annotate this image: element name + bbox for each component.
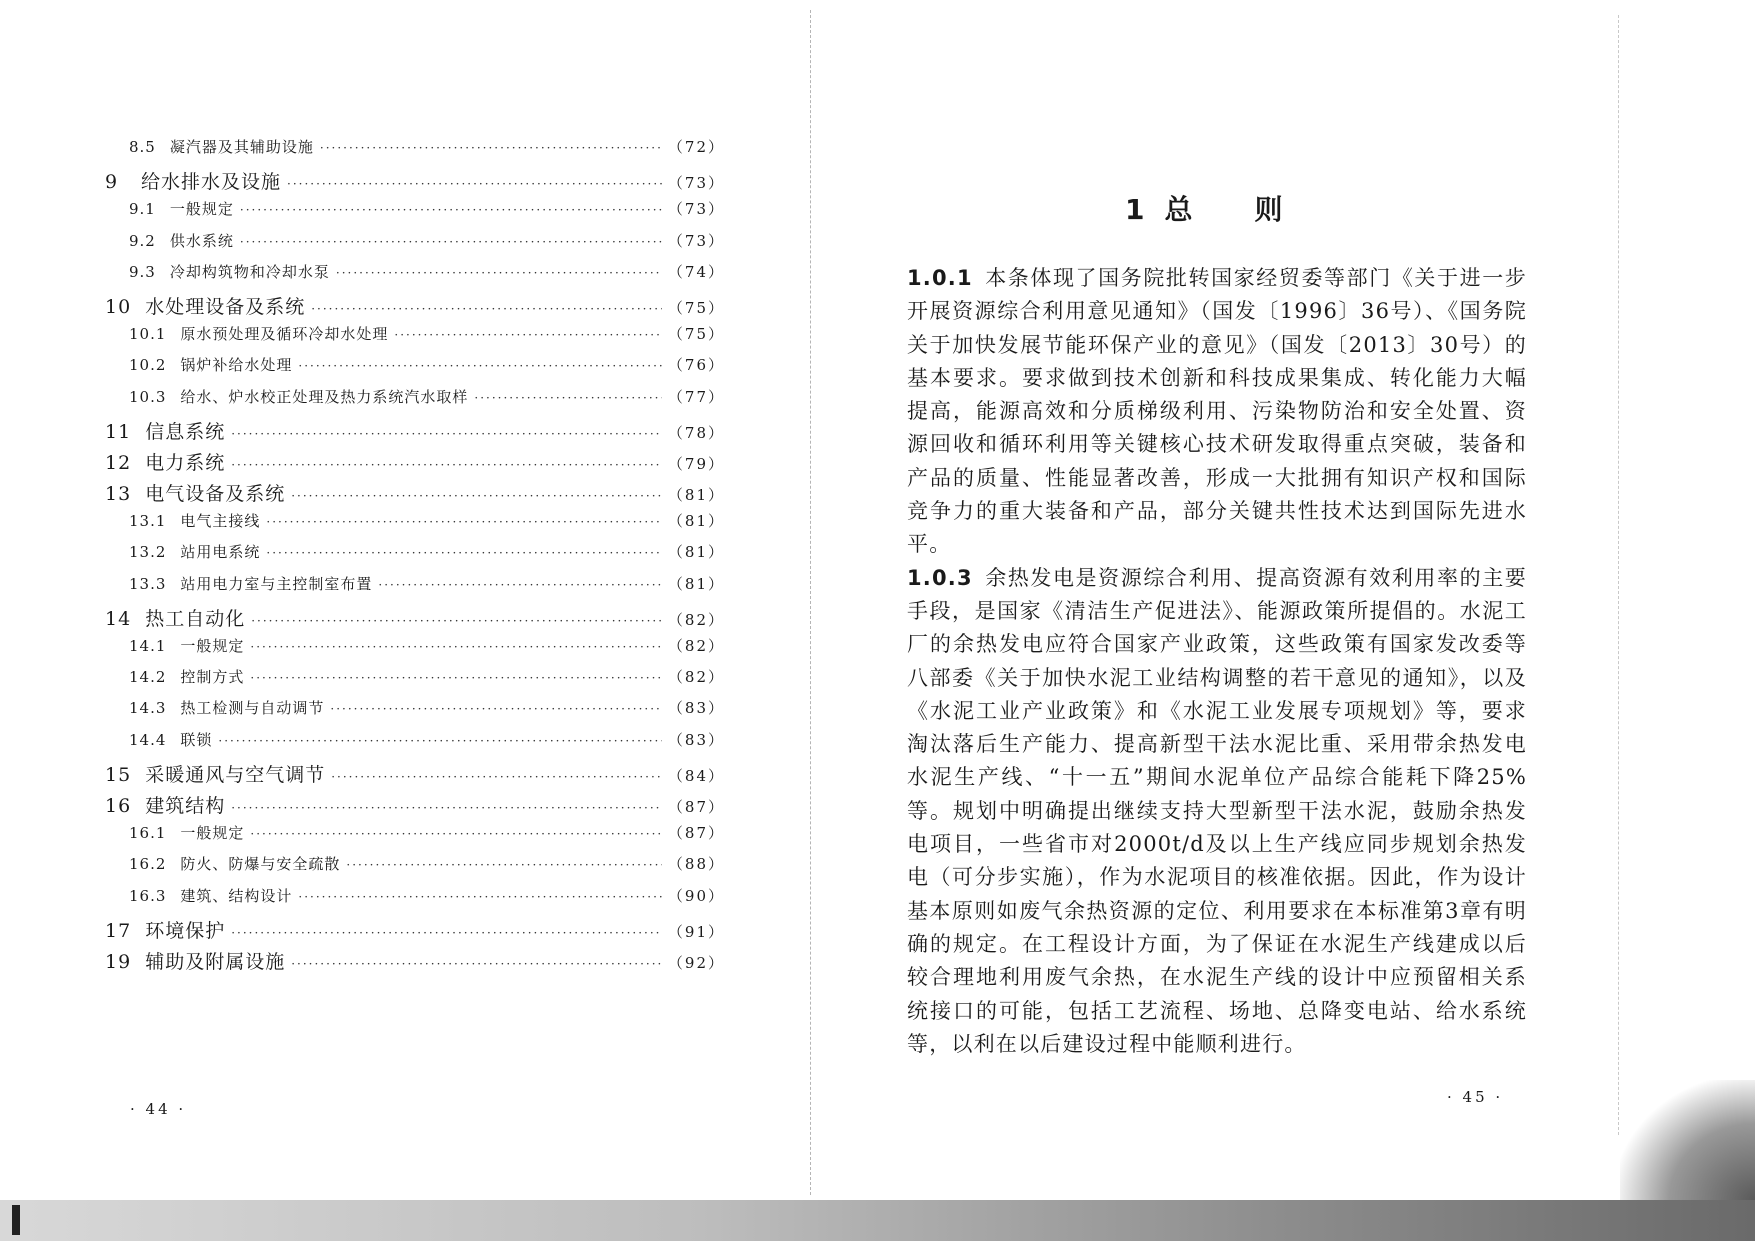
toc-entry [105,136,725,167]
toc-leader-dots [474,391,661,405]
toc-entry [105,167,725,198]
toc-entry-number: 13 [105,483,132,506]
toc-entry-number: 12 [105,451,132,474]
toc-entry-title: 冷却构筑物和冷却水泵 [169,262,330,281]
toc-leader-dots [346,858,661,872]
toc-entry [105,666,725,697]
toc-entry-page: （74） [667,262,725,281]
toc-entry [105,697,725,728]
toc-entry-number: 14.3 [129,699,167,718]
toc-leader-dots [378,578,661,592]
toc-leader-dots [394,328,661,342]
paragraph-text: 余热发电是资源综合利用、提高资源有效利用率的主要手段，是国家《清洁生产促进法》、能源政策所提倡的。水泥工厂的余热发电应符合国家产业政策，这些政策有国家发改委等八部委《关于加快水泥工业结构调整的若干意见的通知》，以及《水泥工业产业政策》和《水泥工业发展专项规划》等，要求淘汰落后生产能力、提高新型干法水泥比重、采用带余热发电水泥生产线、“十一五”期间水泥单位产品综合能耗下降25%等。规划中明确提出继续支持大型新型干法水泥，鼓励余热发电项目，一些省市对2000t/d及以上生产线应同步规划余热发电（可分步实施），作为水泥项目的核准依据。因此，作为设计基本原则如废气余热资源的定位、利用要求在本标准第3章有明确的规定。在工程设计方面，为了保证在水泥生产线建成以后较合理地利用废气余热，在水泥生产线的设计中应预留相关系统接口的可能，包括工艺流程、场地、总降变电站、给水系统等，以利在以后建设过程中能顺利进行。 [907,565,1527,1056]
toc-entry-number: 15 [105,763,132,786]
toc-entry [105,791,725,822]
toc-entry [105,885,725,916]
toc-entry [105,822,725,853]
toc-leader-dots [287,177,662,191]
toc-entry [105,448,725,479]
toc-entry-number: 16.1 [129,824,167,843]
toc-entry [105,573,725,604]
clause-number: 1.0.3 [907,565,973,590]
toc-entry [105,916,725,947]
toc-leader-dots [231,458,662,472]
paragraph-1-0-3 [907,562,1527,1061]
page-number-left: · 44 · [130,1100,187,1118]
toc-entry-title: 电气主接线 [180,512,261,531]
toc-entry-page: （81） [667,543,725,562]
toc-entry [105,635,725,666]
toc-leader-dots [266,546,661,560]
toc-entry-number: 16.2 [129,855,167,874]
toc-leader-dots [218,734,661,748]
toc-leader-dots [311,302,662,316]
toc-entry-number: 9 [105,171,119,194]
toc-leader-dots [291,489,662,503]
toc-leader-dots [240,203,662,217]
toc-entry-title: 给水排水及设施 [141,171,282,194]
toc-entry-page: （79） [667,454,725,473]
toc-entry-number: 16.3 [129,886,167,905]
toc-entry [105,198,725,229]
toc-entry-page: （76） [667,356,725,375]
toc-entry-page: （75） [667,325,725,344]
toc-entry-page: （87） [667,797,725,816]
toc-entry-number: 9.1 [129,200,156,219]
toc-entry-title: 辅助及附属设施 [145,950,286,973]
toc-entry-page: （73） [667,174,725,193]
toc-leader-dots [240,235,662,249]
toc-entry-number: 13.1 [129,512,167,531]
paragraph-text: 本条体现了国务院批转国家经贸委等部门《关于进一步开展资源综合利用意见通知》（国发〔1996〕36号）、《国务院关于加快发展节能环保产业的意见》（国发〔2013〕30号）的基本要求。要求做到技术创新和科技成果集成、转化能力大幅提高，能源高效和分质梯级利用、污染物防治和安全处置、资源回收和循环利用等关键核心技术研发取得重点突破，装备和产品的质量、性能显著改善，形成一大批拥有知识产权和国际竞争力的重大装备和产品，部分关键共性技术达到国际先进水平。 [907,266,1527,557]
toc-entry-title: 信息系统 [145,420,226,443]
toc-entry [105,729,725,760]
toc-leader-dots [298,890,661,904]
toc-entry-title: 采暖通风与空气调节 [145,763,326,786]
toc-leader-dots [320,141,662,155]
toc-entry-number: 16 [105,794,132,817]
toc-entry-number: 14.2 [129,668,167,687]
toc-leader-dots [250,671,661,685]
toc-leader-dots [291,957,662,971]
scan-shadow-bottom [0,1200,1755,1241]
toc-leader-dots [231,926,662,940]
toc-entry-title: 一般规定 [180,824,245,843]
toc-entry-page: （82） [667,610,725,629]
page-gutter [810,10,811,1195]
toc-entry [105,853,725,884]
toc-entry-title: 控制方式 [180,668,245,687]
toc-entry-page: （75） [667,298,725,317]
toc-entry [105,604,725,635]
scan-shadow-corner [1620,1080,1755,1200]
toc-leader-dots [251,614,662,628]
toc-entry-number: 10.2 [129,356,167,375]
toc-entry-title: 凝汽器及其辅助设施 [169,138,314,156]
toc-leader-dots [330,702,661,716]
toc-leader-dots [231,427,662,441]
toc-entry [105,261,725,292]
toc-entry-number: 9.2 [129,231,156,250]
toc-entry-page: （90） [667,886,725,905]
toc-entry [105,479,725,510]
toc-entry [105,541,725,572]
toc-entry-title: 热工自动化 [145,607,246,630]
toc-leader-dots [266,515,661,529]
toc-leader-dots [250,640,661,654]
toc-leader-dots [336,266,662,280]
toc-entry-number: 11 [105,420,132,443]
chapter-heading [1125,188,1285,228]
toc-entry-title: 原水预处理及循环冷却水处理 [180,325,389,344]
toc-leader-dots [331,770,662,784]
toc-entry [105,323,725,354]
toc-entry-title: 一般规定 [180,637,245,655]
toc-entry [105,230,725,261]
toc-entry-page: （84） [667,766,725,785]
toc-entry-page: （88） [667,855,725,874]
toc-entry-page: （73） [667,200,725,219]
toc-entry-number: 13.3 [129,574,167,593]
toc-entry-number: 8.5 [129,138,156,156]
toc-entry-title: 联锁 [180,730,213,749]
toc-entry-page: （77） [667,387,725,406]
toc-entry-number: 17 [105,919,132,942]
toc-entry-title: 建筑、结构设计 [180,886,293,905]
toc-entry [105,947,725,978]
toc-entry-page: （83） [667,730,725,749]
toc-leader-dots [231,801,662,815]
toc-entry-title: 站用电力室与主控制室布置 [180,574,373,593]
toc-entry [105,354,725,385]
toc-entry [105,510,725,541]
toc-entry [105,417,725,448]
toc-entry-title: 电力系统 [145,451,226,474]
chapter-body [907,262,1527,1061]
toc-entry-title: 一般规定 [169,200,234,219]
toc-entry-number: 19 [105,950,132,973]
toc-entry-title: 水处理设备及系统 [145,295,306,318]
toc-entry-title: 建筑结构 [145,794,226,817]
toc-entry-page: （72） [667,138,725,156]
toc-entry-title: 热工检测与自动调节 [180,699,325,718]
page-number-right: · 45 · [1447,1088,1504,1106]
toc-leader-dots [250,827,661,841]
table-of-contents [105,136,725,978]
toc-entry-number: 10.3 [129,387,167,406]
toc-entry-page: （87） [667,824,725,843]
toc-entry-title: 防火、防爆与安全疏散 [180,855,341,874]
toc-entry [105,386,725,417]
toc-entry [105,292,725,323]
toc-entry-page: （82） [667,668,725,687]
toc-entry-title: 环境保护 [145,919,226,942]
chapter-word-1: 总 [1164,193,1195,226]
paragraph-1-0-1 [907,262,1527,562]
toc-entry-page: （81） [667,574,725,593]
clause-number: 1.0.1 [907,266,973,290]
toc-entry-number: 14 [105,607,132,630]
toc-leader-dots [298,359,661,373]
toc-entry-page: （81） [667,486,725,505]
toc-entry-number: 13.2 [129,543,167,562]
page-edge [1618,15,1619,1135]
toc-entry-page: （82） [667,637,725,655]
toc-entry-number: 10.1 [129,325,167,344]
toc-entry-page: （92） [667,953,725,972]
toc-entry-number: 14.1 [129,637,167,655]
chapter-number: 1 [1125,193,1147,226]
chapter-word-2: 则 [1254,193,1285,226]
toc-entry-title: 锅炉补给水处理 [180,356,293,375]
toc-entry-page: （81） [667,512,725,531]
toc-entry-title: 给水、炉水校正处理及热力系统汽水取样 [180,387,469,406]
toc-entry-title: 供水系统 [169,231,234,250]
left-page [0,0,820,1200]
toc-entry-page: （91） [667,922,725,941]
toc-entry-title: 站用电系统 [180,543,261,562]
toc-entry-page: （78） [667,423,725,442]
toc-entry-number: 9.3 [129,262,156,281]
toc-entry-title: 电气设备及系统 [145,483,286,506]
toc-entry-page: （73） [667,231,725,250]
scan-edge-mark [12,1205,20,1235]
toc-entry-number: 10 [105,295,132,318]
toc-entry-page: （83） [667,699,725,718]
toc-entry-number: 14.4 [129,730,167,749]
toc-entry [105,760,725,791]
